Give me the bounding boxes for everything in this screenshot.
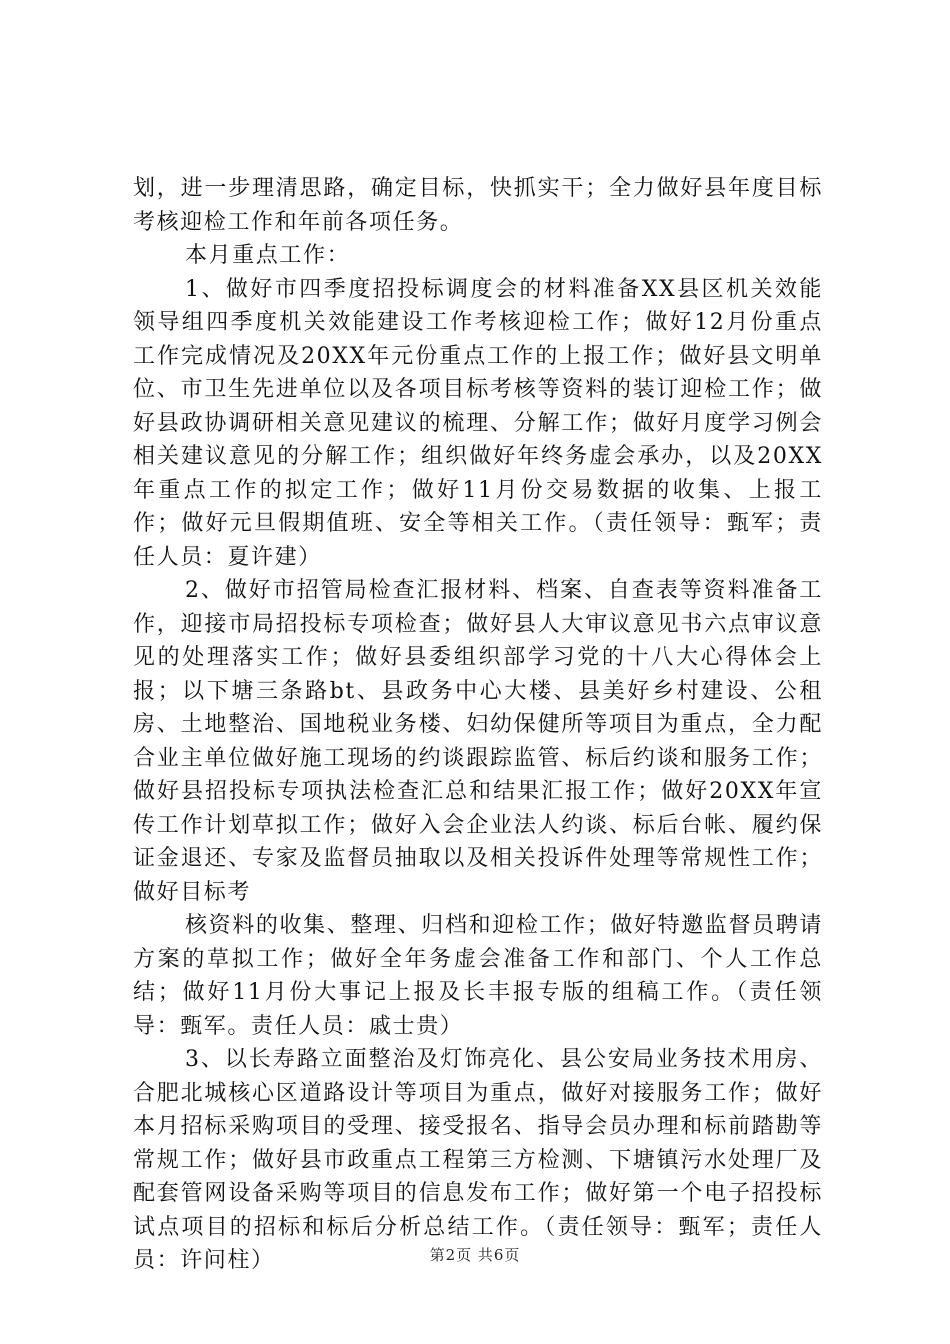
document-body <box>133 172 823 1278</box>
paragraph-item-2-continued: 核资料的收集、整理、归档和迎检工作；做好特邀监督员聘请方案的草拟工作；做好全年务虚会准备工作和部门、个人工作总结；做好11月份大事记上报及长丰报专版的组稿工作。（责任领导：甄军。责任人员：戚士贵） <box>133 913 823 1039</box>
paragraph-item-1: 1、做好市四季度招投标调度会的材料准备XX县区机关效能领导组四季度机关效能建设工作考核迎检工作；做好12月份重点工作完成情况及20XX年元份重点工作的上报工作；做好县文明单位、市卫生先进单位以及各项目标考核等资料的装订迎检工作；做好县政协调研相关意见建议的梳理、分解工作；做好月度学习例会相关建议意见的分解工作；组织做好年终务虚会承办，以及20XX年重点工作的拟定工作；做好11月份交易数据的收集、上报工作；做好元旦假期值班、安全等相关工作。（责任领导：甄军；责任人员：夏许建） <box>133 276 823 570</box>
paragraph-intro: 划，进一步理清思路，确定目标，快抓实干；全力做好县年度目标考核迎检工作和年前各项任务。 <box>133 176 823 235</box>
page-footer: 第2页 共6页 <box>429 1246 521 1264</box>
paragraph-item-3: 3、以长寿路立面整治及灯饰亮化、县公安局业务技术用房、合肥北城核心区道路设计等项目为重点，做好对接服务工作；做好本月招标采购项目的受理、接受报名、指导会员办理和标前踏勘等常规工作；做好县市政重点工程第三方检测、下塘镇污水处理厂及配套管网设备采购等项目的信息发布工作；做好第一个电子招投标试点项目的招标和标后分析总结工作。（责任领导：甄军；责任人员：许问柱） <box>133 1047 823 1273</box>
paragraph-item-2: 2、做好市招管局检查汇报材料、档案、自查表等资料准备工作，迎接市局招投标专项检查；做好县人大审议意见书六点审议意见的处理落实工作；做好县委组织部学习党的十八大心得体会上报；以下塘三条路bt、县政务中心大楼、县美好乡村建设、公租房、土地整治、国地税业务楼、妇幼保健所等项目为重点，全力配合业主单位做好施工现场的约谈跟踪监管、标后约谈和服务工作；做好县招投标专项执法检查汇总和结果汇报工作；做好20XX年宣传工作计划草拟工作；做好入会企业法人约谈、标后台帐、履约保证金退还、专家及监督员抽取以及相关投诉件处理等常规性工作；做好目标考 <box>133 578 823 905</box>
paragraph-heading: 本月重点工作： <box>185 243 351 268</box>
